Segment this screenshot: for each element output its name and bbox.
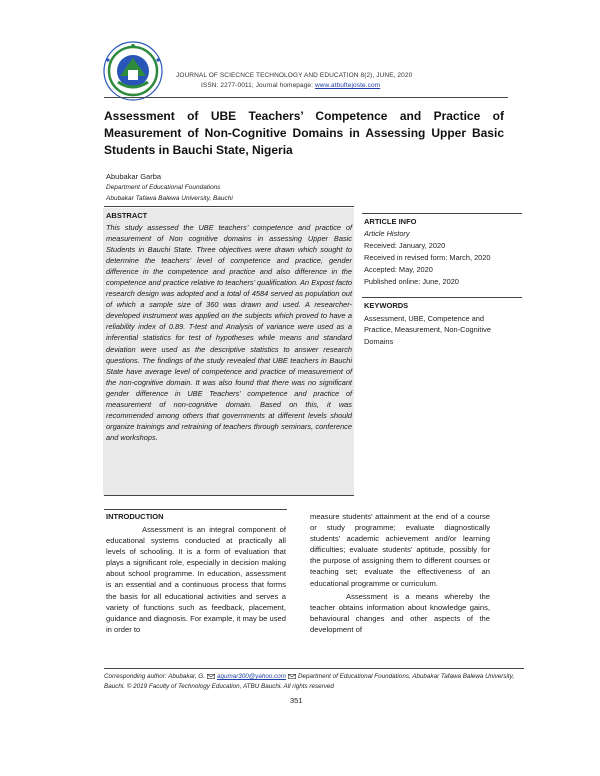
intro-paragraph-1: Assessment is an integral component of educational systems conducted at practically all levels of schooling. It is a form of evaluation that plays a significant role, especially in decision making about school programme. In education, assessment is an essential and a continuous process that forms the basis for all educational activities and serves a variety of functions such as feedback, placement, guidance and diagnosis. For example, it may be used in order to [106, 525, 286, 634]
article-title: Assessment of UBE Teachers’ Competence and Practice of Measurement of Non-Cognitive Domains in Assessing Upper Basic Students in Bauchi State, Nigeria [104, 109, 504, 157]
received-date: Received: January, 2020 [364, 241, 446, 250]
abstract-top-rule [104, 206, 354, 207]
page-number: 351 [290, 696, 303, 705]
accepted-date: Accepted: May, 2020 [364, 265, 433, 274]
university-logo [98, 40, 168, 102]
keywords-rule [362, 297, 522, 298]
introduction-heading: INTRODUCTION [106, 512, 164, 521]
article-history-label: Article History [364, 229, 410, 238]
issn-text: ISSN: 2277-0011; Journal homepage: [201, 82, 315, 89]
author-university: Abubakar Tafawa Balewa University, Bauchi [106, 195, 233, 202]
keywords-text: Assessment, UBE, Competence and Practice, Measurement, Non-Cognitive Domains [364, 314, 491, 346]
revised-date: Received in revised form: March, 2020 [364, 253, 491, 262]
author-email-link[interactable]: agumar300@yahoo.com [216, 673, 286, 680]
footer-rule [104, 668, 524, 669]
article-info-heading: ARTICLE INFO [364, 217, 417, 226]
footer-note [104, 672, 524, 692]
published-date: Published online: June, 2020 [364, 277, 459, 286]
abstract-heading: ABSTRACT [106, 211, 148, 220]
header-divider [104, 97, 508, 98]
footer-department-text: Department of Educational Foundations, Abubakar Tafawa Balewa University, Bauchi. © 2019 Faculty of Technology Education, ATBU Bauchi. All rights reserved [104, 673, 515, 690]
journal-name: JOURNAL OF SCIECNCE TECHNOLOGY AND EDUCATION 8(2), JUNE, 2020 [176, 72, 413, 79]
author-department: Department of Educational Foundations [106, 184, 221, 191]
intro-rule [104, 509, 287, 510]
keywords-heading: KEYWORDS [364, 301, 409, 310]
abstract-bottom-rule [104, 495, 354, 496]
journal-issn-line [201, 82, 380, 89]
mail-icon [207, 674, 215, 679]
mail-icon [288, 674, 296, 679]
body-column-left [106, 524, 286, 635]
body-column-right [310, 511, 490, 635]
intro-paragraph-2: Assessment is a means whereby the teacher obtains information about knowledge gains, behavioural changes and other aspects of the development of [310, 591, 490, 634]
journal-homepage-link[interactable]: www.atbuftejoste.com [314, 82, 381, 89]
intro-paragraph-1-continued: measure students’ attainment at the end of a course or study programme; evaluate diagnostically students’ academic achievement and/or learning difficulties; evaluate students’ aptitude, possibly for the purpose of assigning them to different courses or teaching set; evaluate the effectiveness of an educational programme or curriculum. [310, 512, 490, 588]
corresponding-author-label: Corresponding author: Abubakar, G. [104, 673, 205, 680]
abstract-text: This study assessed the UBE teachers’ competence and practice of measurement of Non cognitive domains in assessing Upper Basic Students in Bauchi State. Three objectives were drawn which sought to determine the teachers’ level of competence and practice, gender difference in the competence and practice and also difference in the competence and practice relative to teachers’ qualification. An Expost facto research design was adopted and a total of 4584 served as population out of which a sample size of 360 was drawn and used. A researcher-developed instrument was applied on the subjects which proved to have a reliability index of 0.89. T-test and Analysis of variance were used as a inferential statistics for test of hypotheses while means and standard deviation were used as the descriptive statistics to answer research questions. The findings of the study revealed that UBE teachers in Bauchi State have average level of competence and practice of measurement of the non-cognitive domain. It was also found that there was no significant gender difference in UBE Teachers’ competence and practice of measurement of non-cognitive domain. Based on this, it was recommended among others that governments at different levels should organize trainings and retraining of teachers through seminars, conference and workshops. [106, 223, 352, 442]
article-info-rule [362, 213, 522, 214]
author-name: Abubakar Garba [106, 172, 162, 181]
